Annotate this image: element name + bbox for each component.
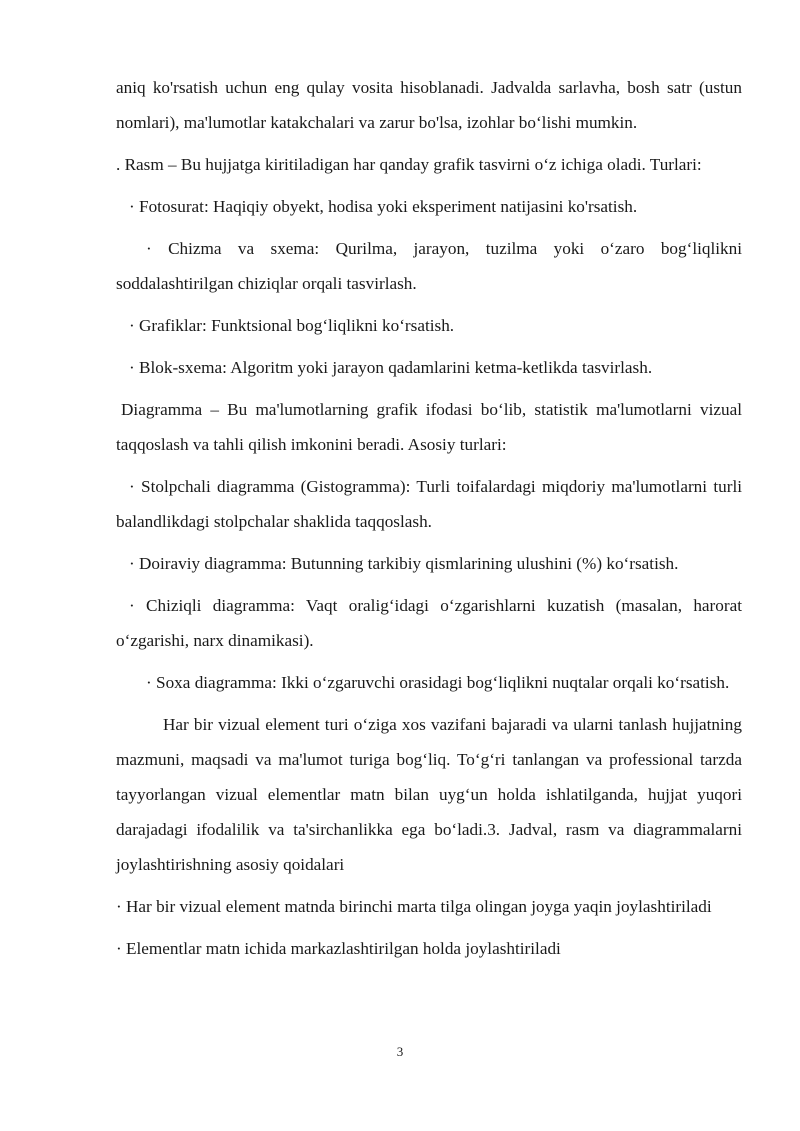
paragraph-diagram-heading: Diagramma – Bu ma'lumotlarning grafik ifodasi bo‘lib, statistik ma'lumotlarni vizual taqqoslash va tahli qilish imkonini beradi. Asosiy turlari: xyxy=(116,400,742,454)
list-item-photo: · Fotosurat: Haqiqiy obyekt, hodisa yoki eksperiment natijasini ko'rsatish. xyxy=(129,197,638,216)
paragraph-summary: Har bir vizual element turi o‘ziga xos vazifani bajaradi va ularni tanlash hujjatning mazmuni, maqsadi va ma'lumot turiga bog‘liq. To‘g‘ri tanlangan va professional tarzda tayyorlangan vizual elementlar matn bilan uyg‘un holda ishlatilganda, hujjat yuqori darajadagi ifodalilik va ta'sirchanlikka ega bo‘ladi.3. Jadval, rasm va diagrammalarni joylashtirishning asosiy qoidalari xyxy=(116,715,742,874)
list-item-flowchart: · Blok-sxema: Algoritm yoki jarayon qadamlarini ketma-ketlikda tasvirlash. xyxy=(129,358,653,377)
paragraph-table-description: aniq ko'rsatish uchun eng qulay vosita hisoblanadi. Jadvalda sarlavha, bosh satr (ustun nomlari), ma'lumotlar katakchalari va zarur bo'lsa, izohlar bo‘lishi mumkin. xyxy=(116,78,742,132)
paragraph-image-heading: . Rasm – Bu hujjatga kiritiladigan har qanday grafik tasvirni o‘z ichiga oladi. Turlari: xyxy=(116,155,702,174)
list-item-drawing: · Chizma va sxema: Qurilma, jarayon, tuzilma yoki o‘zaro bog‘liqlikni soddalashtirilgan chiziqlar orqali tasvirlash. xyxy=(116,239,742,293)
list-item-placement-rule-1: · Har bir vizual element matnda birinchi marta tilga olingan joyga yaqin joylashtiriladi xyxy=(116,897,712,916)
list-item-graphs: · Grafiklar: Funktsional bog‘liqlikni ko‘rsatish. xyxy=(129,316,455,335)
list-item-placement-rule-2: · Elementlar matn ichida markazlashtirilgan holda joylashtiriladi xyxy=(116,939,561,958)
list-item-bar-chart: · Stolpchali diagramma (Gistogramma): Turli toifalardagi miqdoriy ma'lumotlarni turli balandlikdagi stolpchalar shaklida taqqoslash. xyxy=(116,477,742,531)
list-item-pie-chart: · Doiraviy diagramma: Butunning tarkibiy qismlarining ulushini (%) ko‘rsatish. xyxy=(129,554,679,573)
list-item-scatter-chart: · Soxa diagramma: Ikki o‘zgaruvchi orasidagi bog‘liqlikni nuqtalar orqali ko‘rsatish. xyxy=(146,673,730,692)
document-page xyxy=(116,70,742,966)
list-item-line-chart: · Chiziqli diagramma: Vaqt oralig‘idagi o‘zgarishlarni kuzatish (masalan, harorat o‘zgarishi, narx dinamikasi). xyxy=(116,596,742,650)
page-number: 3 xyxy=(396,1044,404,1059)
